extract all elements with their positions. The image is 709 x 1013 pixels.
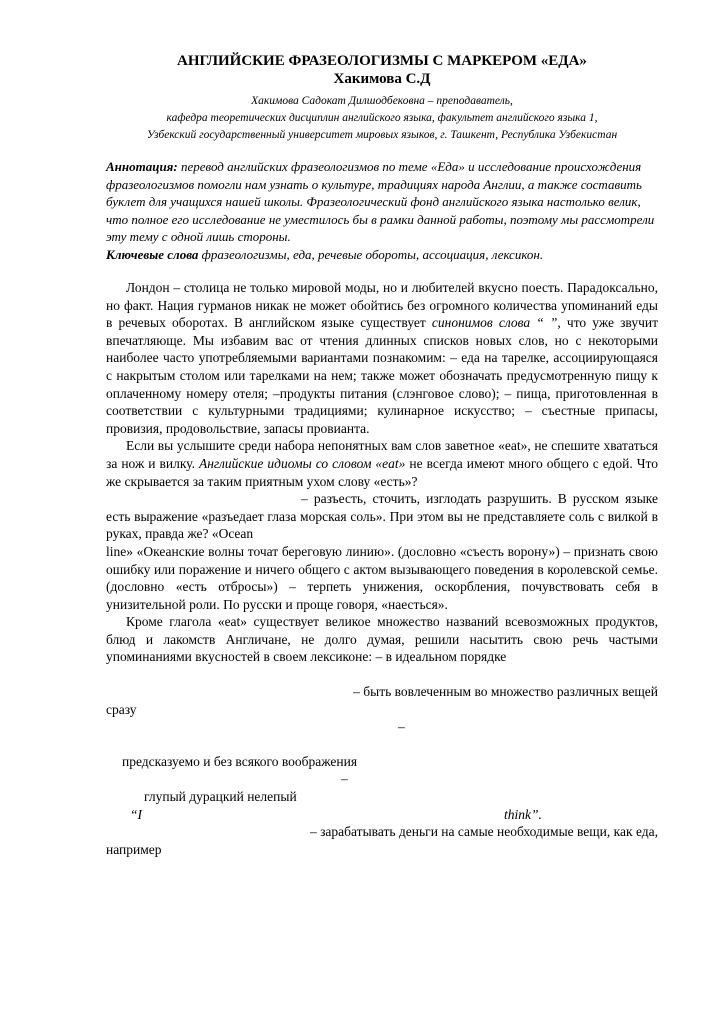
article-author: Хакимова С.Д: [333, 71, 431, 87]
paragraph: [106, 437, 658, 490]
idiom-line: – быть вовлеченным во множество различных вещей: [353, 684, 658, 700]
abstract-text: перевод английских фразеологизмов по теме «Еда» и исследование происхождения фразеологизмов помогли нам узнать о культуре, традициях народа Англии, а также составить буклет для учащихся нашей школы. Фразеологический фонд английского языка настолько велик, что полное его исследование не уместилось бы в рамки данной работы, поэтому мы рассмотрели эту тему с одной лишь стороны.: [106, 159, 655, 244]
idiom-line: –: [341, 771, 348, 787]
paragraph-italic: Английские идиомы со словом «eat»: [198, 455, 406, 471]
abstract-label: Аннотация:: [106, 159, 178, 174]
keywords-text: фразеологизмы, еда, речевые обороты, ассоциация, лексикон.: [198, 246, 544, 262]
paragraph: – разъесть, сточить, изглодать разрушить. В русском языке есть выражение «разъедает глаза морская соль». При этом вы не представляете соль с вилкой в руках, правда же? «Ocean: [106, 491, 658, 542]
article-body: [106, 279, 658, 858]
abstract: [106, 158, 658, 263]
idiom-line: –: [398, 719, 405, 735]
idiom-line: сразу: [106, 701, 137, 717]
author-affiliation: [106, 93, 658, 144]
quote-end: think”.: [504, 806, 542, 822]
affiliation-line: кафедра теоретических дисциплин английского языка, факультет английского языка 1,: [166, 112, 598, 124]
article-page: [106, 52, 658, 858]
idiom-line: – зарабатывать деньги на самые необходимые вещи, как еда,: [309, 824, 658, 840]
paragraph: line» «Океанские волны точат береговую линию». (дословно «съесть ворону») – признать свою ошибку или поражение и ничего общего с актом вызывающего поведения в королевской семье. (дословно «есть отбросы») – терпеть унижения, оскорбления, почувствовать себя в унизительной роли. По русски и проще говоря, «наесться».: [106, 543, 658, 612]
affiliation-line: Хакимова Садокат Дилшодбековна – преподаватель,: [251, 95, 513, 107]
paragraph-text: не всегда имеют много общего с едой. Что же скрывается за таким приятным ухом слову «есть»?: [106, 455, 658, 489]
paragraph-text: Лондон – столица не только мировой моды, но и любителей вкусно поесть. Парадоксально, но факт. Нация гурманов никак не может обойтись без огромного количества упоминаний еды в речевых оборотах. В английском языке существует: [106, 280, 658, 331]
paragraph: [106, 279, 658, 437]
quote-start: “I: [130, 806, 143, 822]
article-title: АНГЛИЙСКИЕ ФРАЗЕОЛОГИЗМЫ С МАРКЕРОМ «ЕДА»: [177, 53, 587, 69]
paragraph-text: что уже звучит впечатляюще. Мы избавим вас от чтения длинных списков новых слов, но с некоторыми наиболее часто употребляемыми вариантами познакомим: – еда на тарелке, ассоциирующаяся с накрытым столом или тарелками на нем; также может обозначать предусмотренную пищу к оплаченному номеру отеля; –продукты питания (слэнговое слово); – пища, приготовленная в соответствии с культурными традициями; кулинарное искусство; – съестные припасы, провизия, продовольствие, запасы провианта.: [106, 315, 658, 436]
paragraph-italic: синонимов слова “ ”,: [431, 315, 561, 331]
keywords-label: Ключевые слова: [106, 246, 199, 262]
idiom-line: [106, 806, 658, 824]
paragraph: Кроме глагола «eat» существует великое множество названий всевозможных продуктов, блюд и лакомств Англичане, не долго думая, решили насытить свою речь частыми упоминаниями вкусностей в своем лексиконе: – в идеальном порядке: [106, 614, 658, 665]
paragraph-text: Если вы услышите среди набора непонятных вам слов заветное «eat», не спешите хвататься за нож и вилку.: [106, 438, 658, 471]
idiom-line: предсказуемо и без всякого воображения: [122, 753, 358, 769]
idiom-line: например: [106, 841, 162, 857]
idiom-line: глупый дурацкий нелепый: [144, 789, 297, 805]
affiliation-line: Узбекский государственный университет мировых языков, г. Ташкент, Республика Узбекистан: [146, 129, 618, 141]
